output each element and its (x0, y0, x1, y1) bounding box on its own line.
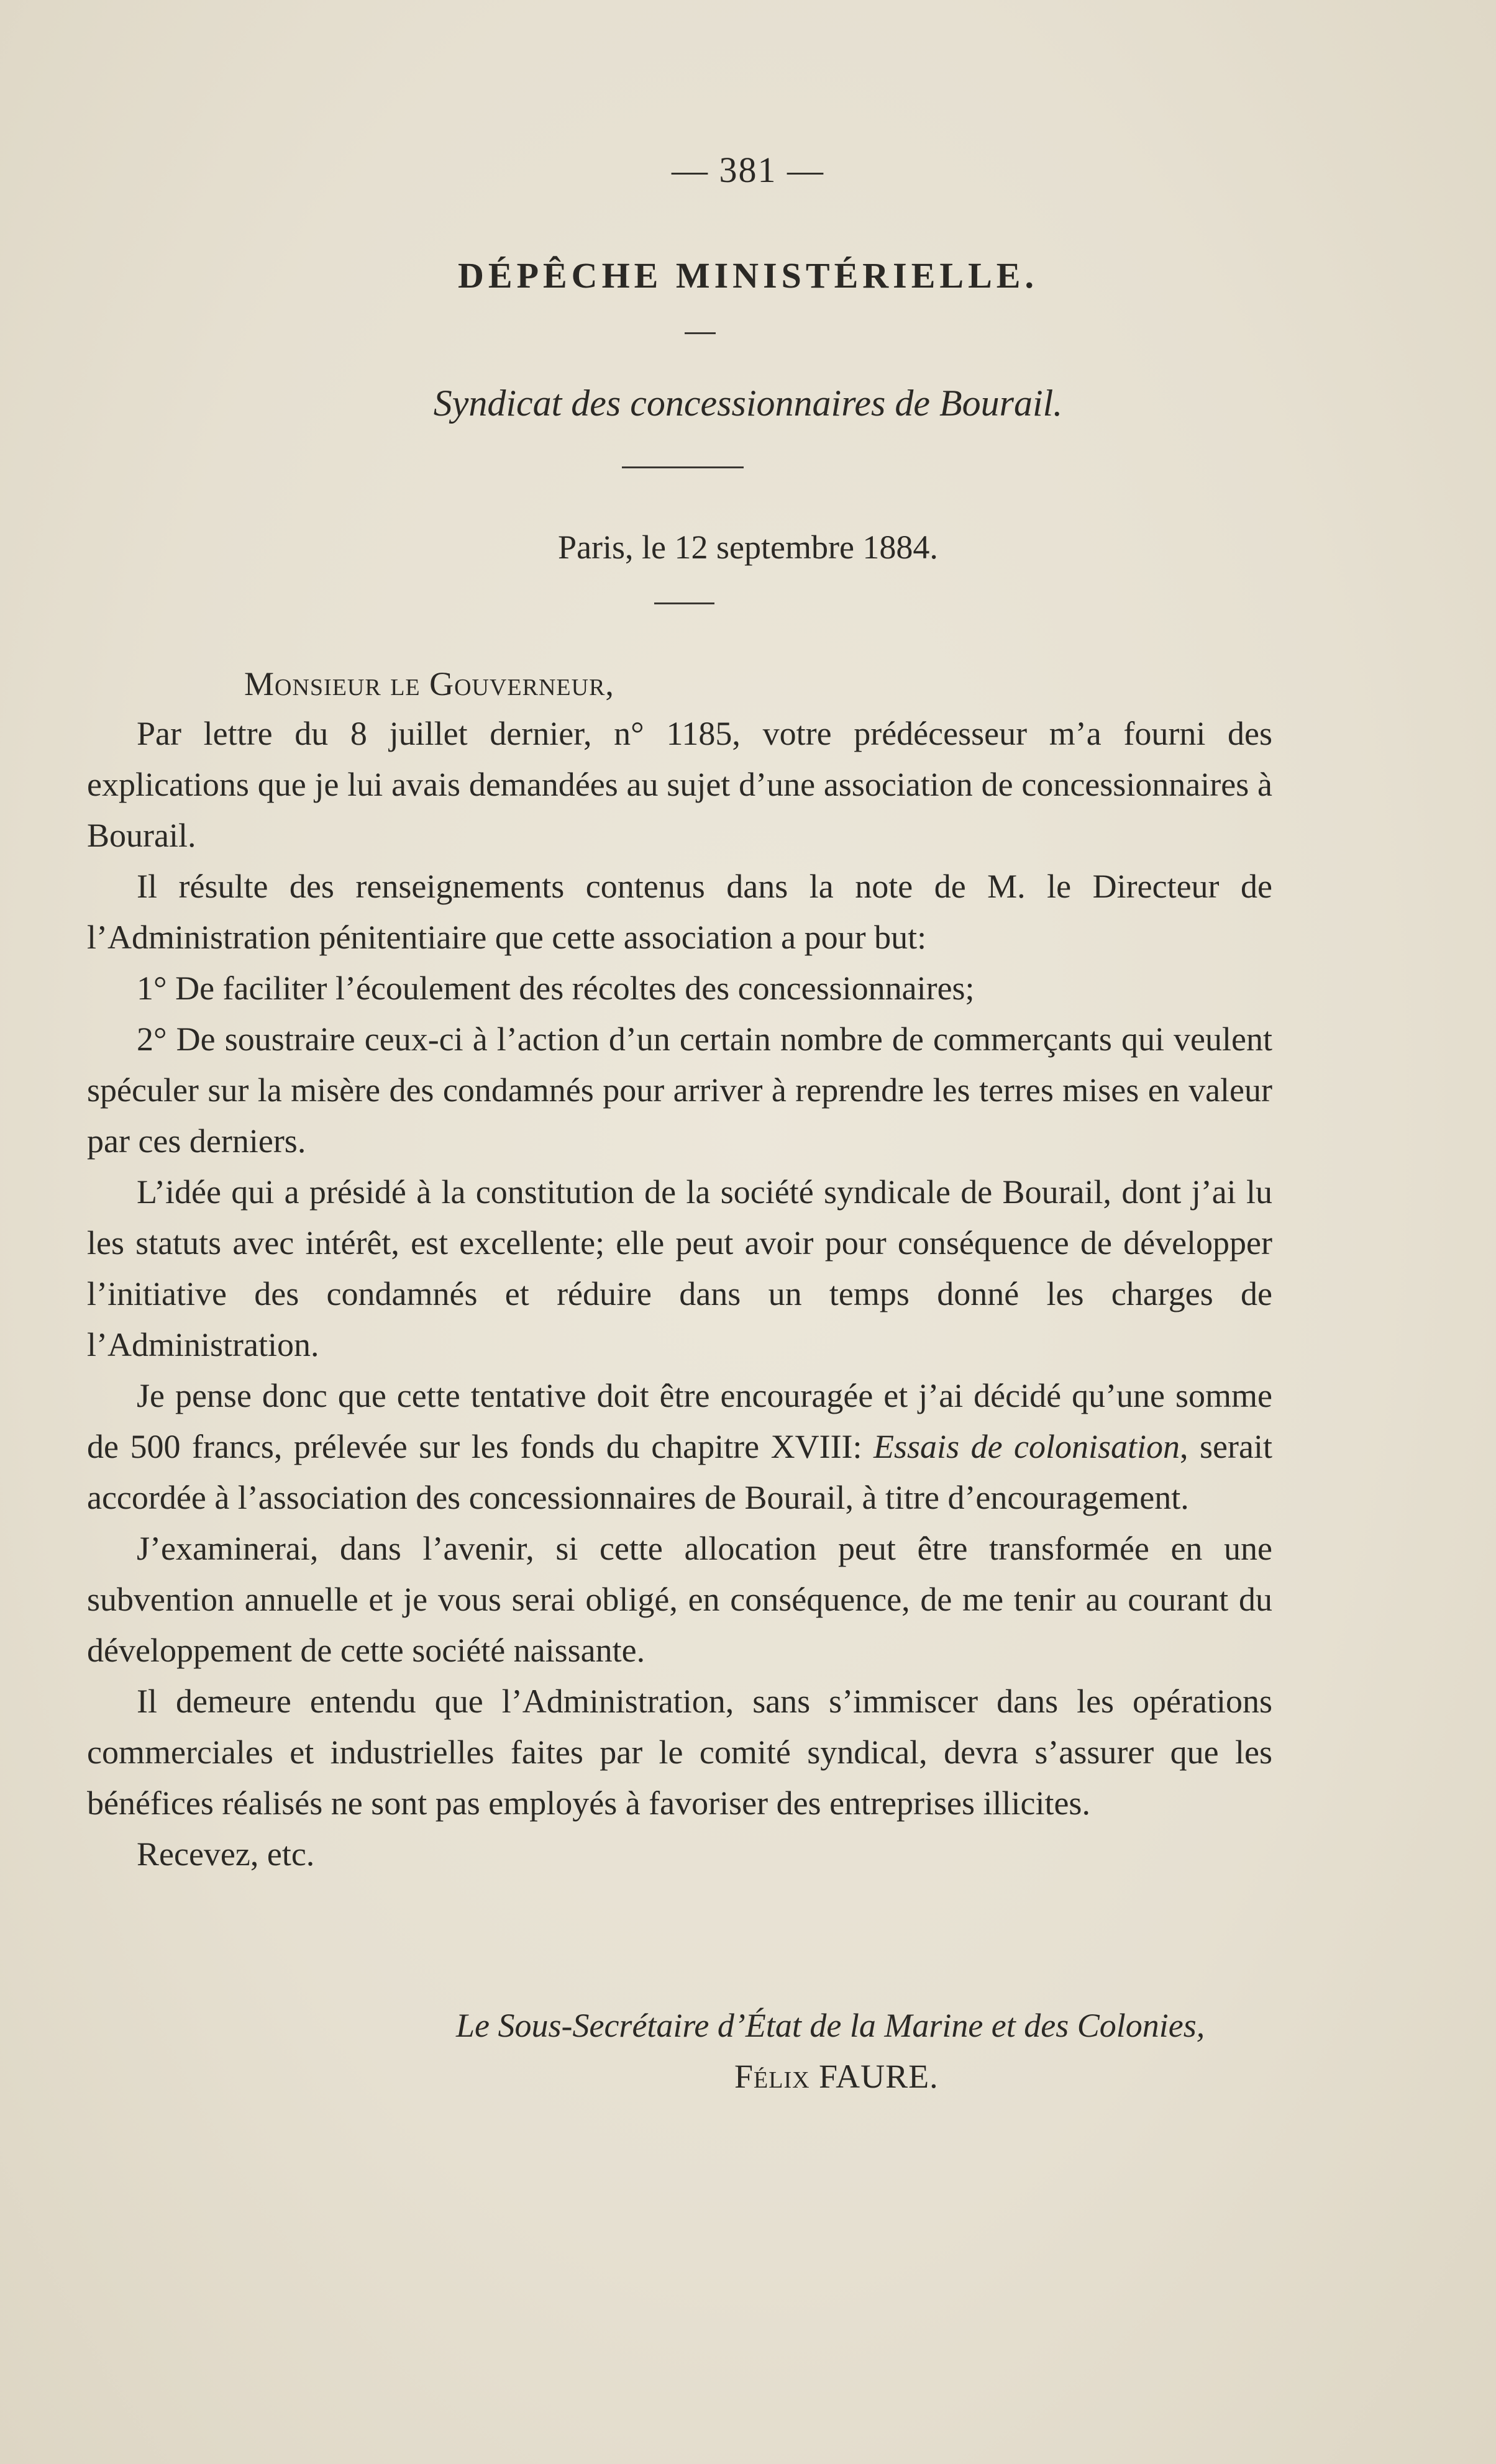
page-title: DÉPÊCHE MINISTÉRIELLE. (458, 255, 1038, 296)
paragraph: L’idée qui a présidé à la constitution de la société syndicale de Bourail, dont j’ai lu les statuts avec intérêt, est excellente; elle peut avoir pour conséquence de développer l’initiative des condamnés et réduire dans un temps donné les charges de l’Administration. (87, 1173, 1272, 1363)
letter-body (87, 708, 1272, 1880)
paragraph: J’examinerai, dans l’avenir, si cette allocation peut être transformée en une subvention annuelle et je vous serai obligé, en conséquence, de me tenir au courant du développement de cette société naissante. (87, 1530, 1272, 1669)
dateline-divider (654, 602, 714, 604)
paragraph: Il demeure entendu que l’Administration, sans s’immiscer dans les opérations commerciales et industrielles faites par le comité syndical, devra s’assurer que les bénéfices réalisés ne sont pas employés à favoriser des entreprises illicites. (87, 1683, 1272, 1822)
closing: Recevez, etc. (137, 1835, 315, 1873)
paragraph-text: , serait accordée à l’association des concessionnaires de Bourail, à titre d’encouragement. (87, 1428, 1272, 1516)
paragraph (87, 1370, 1272, 1523)
document-subtitle: Syndicat des concessionnaires de Bourail. (433, 383, 1063, 424)
dateline: Paris, le 12 septembre 1884. (558, 529, 938, 566)
salutation: Monsieur le Gouverneur, (244, 665, 614, 702)
signatory-name: Félix FAURE. (734, 2058, 939, 2095)
paragraph: Par lettre du 8 juillet dernier, n° 1185, votre prédécesseur m’a fourni des explications que je lui avais demandées au sujet d’une association de concessionnaires à Bourail. (87, 715, 1272, 854)
signatory-title: Le Sous-Secrétaire d’État de la Marine et des Colonies, (456, 2007, 1205, 2044)
paragraph-text: Je pense donc que cette tentative doit être encouragée et j’ai décidé qu’une somme de 500 francs, prélevée sur les fonds du chapitre XVIII: (87, 1377, 1272, 1465)
paragraph: 2° De soustraire ceux-ci à l’action d’un certain nombre de commerçants qui veulent spéculer sur la misère des condamnés pour arriver à reprendre les terres mises en valeur par ces derniers. (87, 1021, 1272, 1160)
paragraph: 1° De faciliter l’écoulement des récoltes des concessionnaires; (137, 970, 975, 1007)
page-number: — 381 — (672, 150, 824, 190)
chapter-title: Essais de colonisation (873, 1428, 1180, 1465)
title-divider (685, 332, 716, 334)
paragraph: Il résulte des renseignements contenus dans la note de M. le Directeur de l’Administration pénitentiaire que cette association a pour but: (87, 868, 1272, 956)
subtitle-divider (622, 466, 744, 468)
